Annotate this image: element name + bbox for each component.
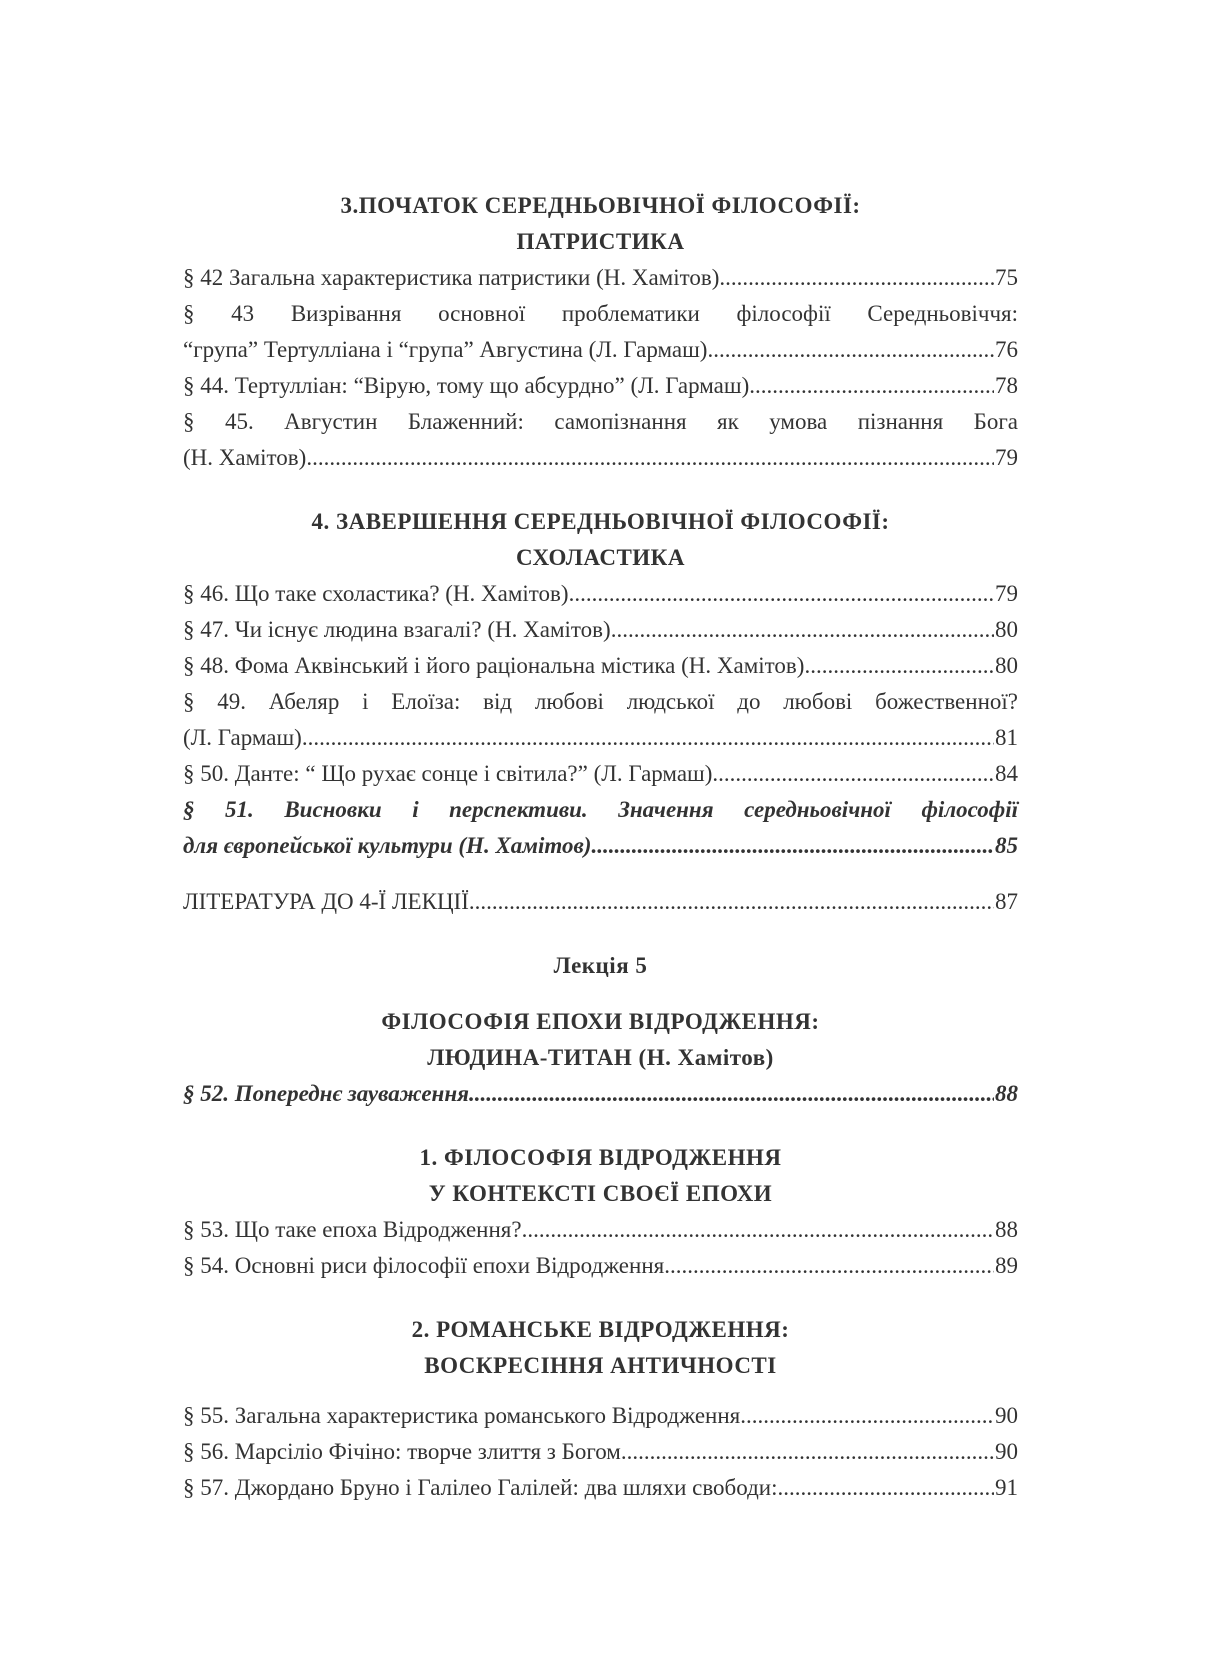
heading-line: 4. ЗАВЕРШЕННЯ СЕРЕДНЬОВІЧНОЇ ФІЛОСОФІЇ: [311,509,890,534]
toc-entry-text: § 45. Августин Блаженний: самопізнання як умова пізнання Бога [183,409,1018,434]
toc-entry [183,1434,1018,1470]
toc-entry-lastline [183,884,1018,920]
toc-entry-title: § 48. Фома Аквінський і його раціональна містика (Н. Хамітов) [183,653,805,678]
toc-entry-lastline [183,828,1018,864]
toc-entry-title: (Н. Хамітов) [183,445,307,470]
toc-entry-title: § 52. Попереднє зауваження [183,1081,469,1106]
dot-leader [664,1248,994,1284]
dot-leader [778,1470,995,1506]
toc-entry [183,612,1018,648]
toc-entry-title: (Л. Гармаш) [183,725,302,750]
dot-leader [469,884,994,920]
toc-entry-title: “група” Тертулліана і “група” Августина (Л. Гармаш) [183,337,708,362]
toc-content [183,188,1018,1506]
page-number: 89 [995,1253,1018,1278]
heading-line: ФІЛОСОФІЯ ЕПОХИ ВІДРОДЖЕННЯ: [381,1009,820,1034]
dot-leader [621,1434,994,1470]
toc-entry-lastline [183,1398,1018,1434]
dot-leader [740,1398,994,1434]
page-number: 75 [995,265,1018,290]
section-heading-renaissance-context [183,1140,1018,1212]
toc-entry-lastline [183,368,1018,404]
page-number: 80 [995,617,1018,642]
toc-entry [183,260,1018,296]
toc-entry [183,684,1018,756]
toc-entry-literature [183,884,1018,920]
toc-entry-text: § 43 Визрівання основної проблематики філософії Середньовіччя: [183,301,1018,326]
toc-entry-title: ЛІТЕРАТУРА ДО 4-Ї ЛЕКЦІЇ [183,889,469,914]
toc-entry-title: § 44. Тертулліан: “Вірую, тому що абсурдно” (Л. Гармаш) [183,373,750,398]
lecture-heading [183,948,1018,984]
toc-entries-patristics [183,260,1018,476]
dot-leader [306,440,994,476]
toc-entry-lastline [183,756,1018,792]
toc-entry-lastline [183,260,1018,296]
dot-leader [591,828,994,864]
toc-entry-title: § 54. Основні риси філософії епохи Відродження [183,1253,665,1278]
toc-entries-renaissance-context [183,1212,1018,1284]
dot-leader [707,332,994,368]
page-number: 79 [995,445,1018,470]
toc-entry-preliminary [183,1076,1018,1112]
toc-entry-lastline [183,1212,1018,1248]
toc-entry [183,756,1018,792]
page-number: 88 [995,1217,1018,1242]
toc-entry-lastline [183,576,1018,612]
dot-leader [749,368,994,404]
page-number: 81 [995,725,1018,750]
dot-leader [804,648,994,684]
dot-leader [522,1212,994,1248]
toc-entry-title: § 53. Що таке епоха Відродження? [183,1217,522,1242]
toc-entry-lastline [183,440,1018,476]
heading-line: 3.ПОЧАТОК СЕРЕДНЬОВІЧНОЇ ФІЛОСОФІЇ: [340,193,861,218]
toc-entry-title: § 42 Загальна характеристика патристики (Н. Хамітов) [183,265,720,290]
toc-entry-title: § 50. Данте: “ Що рухає сонце і світила?” (Л. Гармаш) [183,761,713,786]
dot-leader [712,756,994,792]
dot-leader [611,612,994,648]
toc-entry-title: § 47. Чи існує людина взагалі? (Н. Хамітов) [183,617,611,642]
page-number: 76 [995,337,1018,362]
toc-entry-text: § 51. Висновки і перспективи. Значення середньовічної філософії [183,797,1018,822]
page-number: 80 [995,653,1018,678]
page-number: 78 [995,373,1018,398]
section-heading-scholastics [183,504,1018,576]
toc-entry-lastline [183,648,1018,684]
toc-entry-lastline [183,332,1018,368]
dot-leader [569,576,994,612]
toc-entry-lastline [183,612,1018,648]
toc-entry [183,792,1018,864]
section-heading-renaissance [183,1004,1018,1076]
toc-entries-roman-renaissance [183,1398,1018,1506]
page-number: 90 [995,1439,1018,1464]
toc-entry-text: § 49. Абеляр і Елоїза: від любові людської до любові божественної? [183,689,1018,714]
heading-line: 1. ФІЛОСОФІЯ ВІДРОДЖЕННЯ [419,1145,782,1170]
page-number: 84 [995,761,1018,786]
toc-entry [183,1076,1018,1112]
page-number: 85 [995,833,1018,858]
dot-leader [719,260,994,296]
heading-line: СХОЛАСТИКА [516,545,685,570]
heading-line: 2. РОМАНСЬКЕ ВІДРОДЖЕННЯ: [411,1317,790,1342]
toc-entry [183,1470,1018,1506]
toc-entry-title: для європейської культури (Н. Хамітов) [183,833,592,858]
toc-entry [183,576,1018,612]
toc-entry [183,1398,1018,1434]
section-heading-roman-renaissance [183,1312,1018,1384]
toc-entry-lastline [183,720,1018,756]
heading-line: Лекція 5 [553,953,648,978]
toc-entry-title: § 46. Що таке схоластика? (Н. Хамітов) [183,581,569,606]
heading-line: ПАТРИСТИКА [516,229,685,254]
page-number: 87 [995,889,1018,914]
toc-entries-scholastics [183,576,1018,864]
page-number: 91 [995,1475,1018,1500]
toc-entry [183,1212,1018,1248]
dot-leader [302,720,994,756]
toc-entry-lastline [183,1434,1018,1470]
toc-entry [183,368,1018,404]
dot-leader [469,1076,994,1112]
toc-entry-title: § 56. Марсіліо Фічіно: творче злиття з Богом [183,1439,621,1464]
page-number: 79 [995,581,1018,606]
page-number: 88 [995,1081,1018,1106]
heading-line: У КОНТЕКСТІ СВОЄЇ ЕПОХИ [428,1181,773,1206]
toc-entry [183,404,1018,476]
toc-entry [183,296,1018,368]
toc-entry-lastline [183,1470,1018,1506]
toc-entry-title: § 57. Джордано Бруно і Галілео Галілей: два шляхи свободи: [183,1475,778,1500]
page-number: 90 [995,1403,1018,1428]
heading-line: ВОСКРЕСІННЯ АНТИЧНОСТІ [424,1353,777,1378]
toc-entry-title: § 55. Загальна характеристика романського Відродження [183,1403,741,1428]
toc-entry-lastline [183,1076,1018,1112]
section-heading-patristics [183,188,1018,260]
toc-entry-lastline [183,1248,1018,1284]
toc-entry [183,1248,1018,1284]
toc-entry [183,648,1018,684]
toc-entry [183,884,1018,920]
heading-line: ЛЮДИНА-ТИТАН (Н. Хамітов) [427,1045,774,1070]
